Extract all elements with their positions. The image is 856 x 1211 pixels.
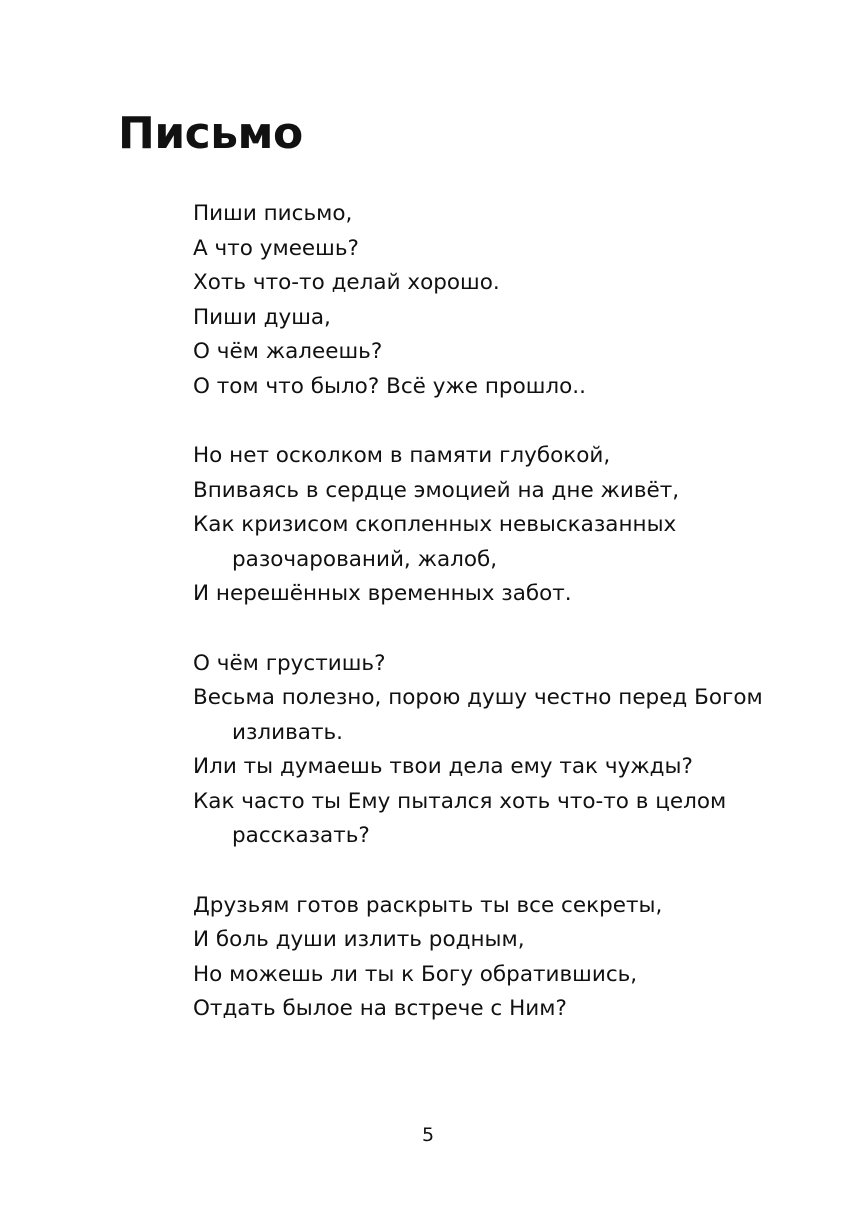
poem-body	[193, 197, 813, 1062]
poem-line: Весьма полезно, порою душу честно перед Богом	[193, 685, 763, 710]
poem-line-continuation: рассказать?	[232, 823, 370, 848]
stanza-4	[193, 889, 813, 1027]
poem-line: О чём жалеешь?	[193, 339, 383, 364]
poem-line: Отдать былое на встрече с Ним?	[193, 996, 567, 1021]
poem-line: Хоть что-то делай хорошо.	[193, 270, 500, 295]
stanza-1	[193, 197, 813, 404]
poem-line: И нерешённых временных забот.	[193, 581, 572, 606]
poem-line-continuation: разочарований, жалоб,	[232, 546, 498, 572]
stanza-2	[193, 439, 813, 612]
page-number: 5	[421, 1124, 435, 1146]
poem-line: Но нет осколком в памяти глубокой,	[193, 443, 611, 468]
poem-line: Как кризисом скопленных невысказанных	[193, 512, 677, 537]
poem-line-continuation: изливать.	[232, 719, 343, 745]
poem-line: О чём грустишь?	[193, 650, 386, 676]
poem-line: А что умеешь?	[193, 235, 359, 261]
poem-line: Как часто ты Ему пытался хоть что-то в целом	[193, 788, 727, 814]
stanza-3	[193, 647, 813, 854]
poem-line: Пиши душа,	[193, 304, 331, 330]
poem-line: Впиваясь в сердце эмоцией на дне живёт,	[193, 477, 680, 503]
poem-line: И боль души излить родным,	[193, 927, 525, 952]
poem-line: Пиши письмо,	[193, 201, 353, 226]
poem-line: О том что было? Всё уже прошло..	[193, 373, 586, 399]
poem-line: Или ты думаешь твои дела ему так чужды?	[193, 754, 693, 779]
poem-line: Друзьям готов раскрыть ты все секреты,	[193, 892, 663, 918]
poem-title: Письмо	[118, 108, 303, 159]
poem-line: Но можешь ли ты к Богу обратившись,	[193, 961, 638, 987]
